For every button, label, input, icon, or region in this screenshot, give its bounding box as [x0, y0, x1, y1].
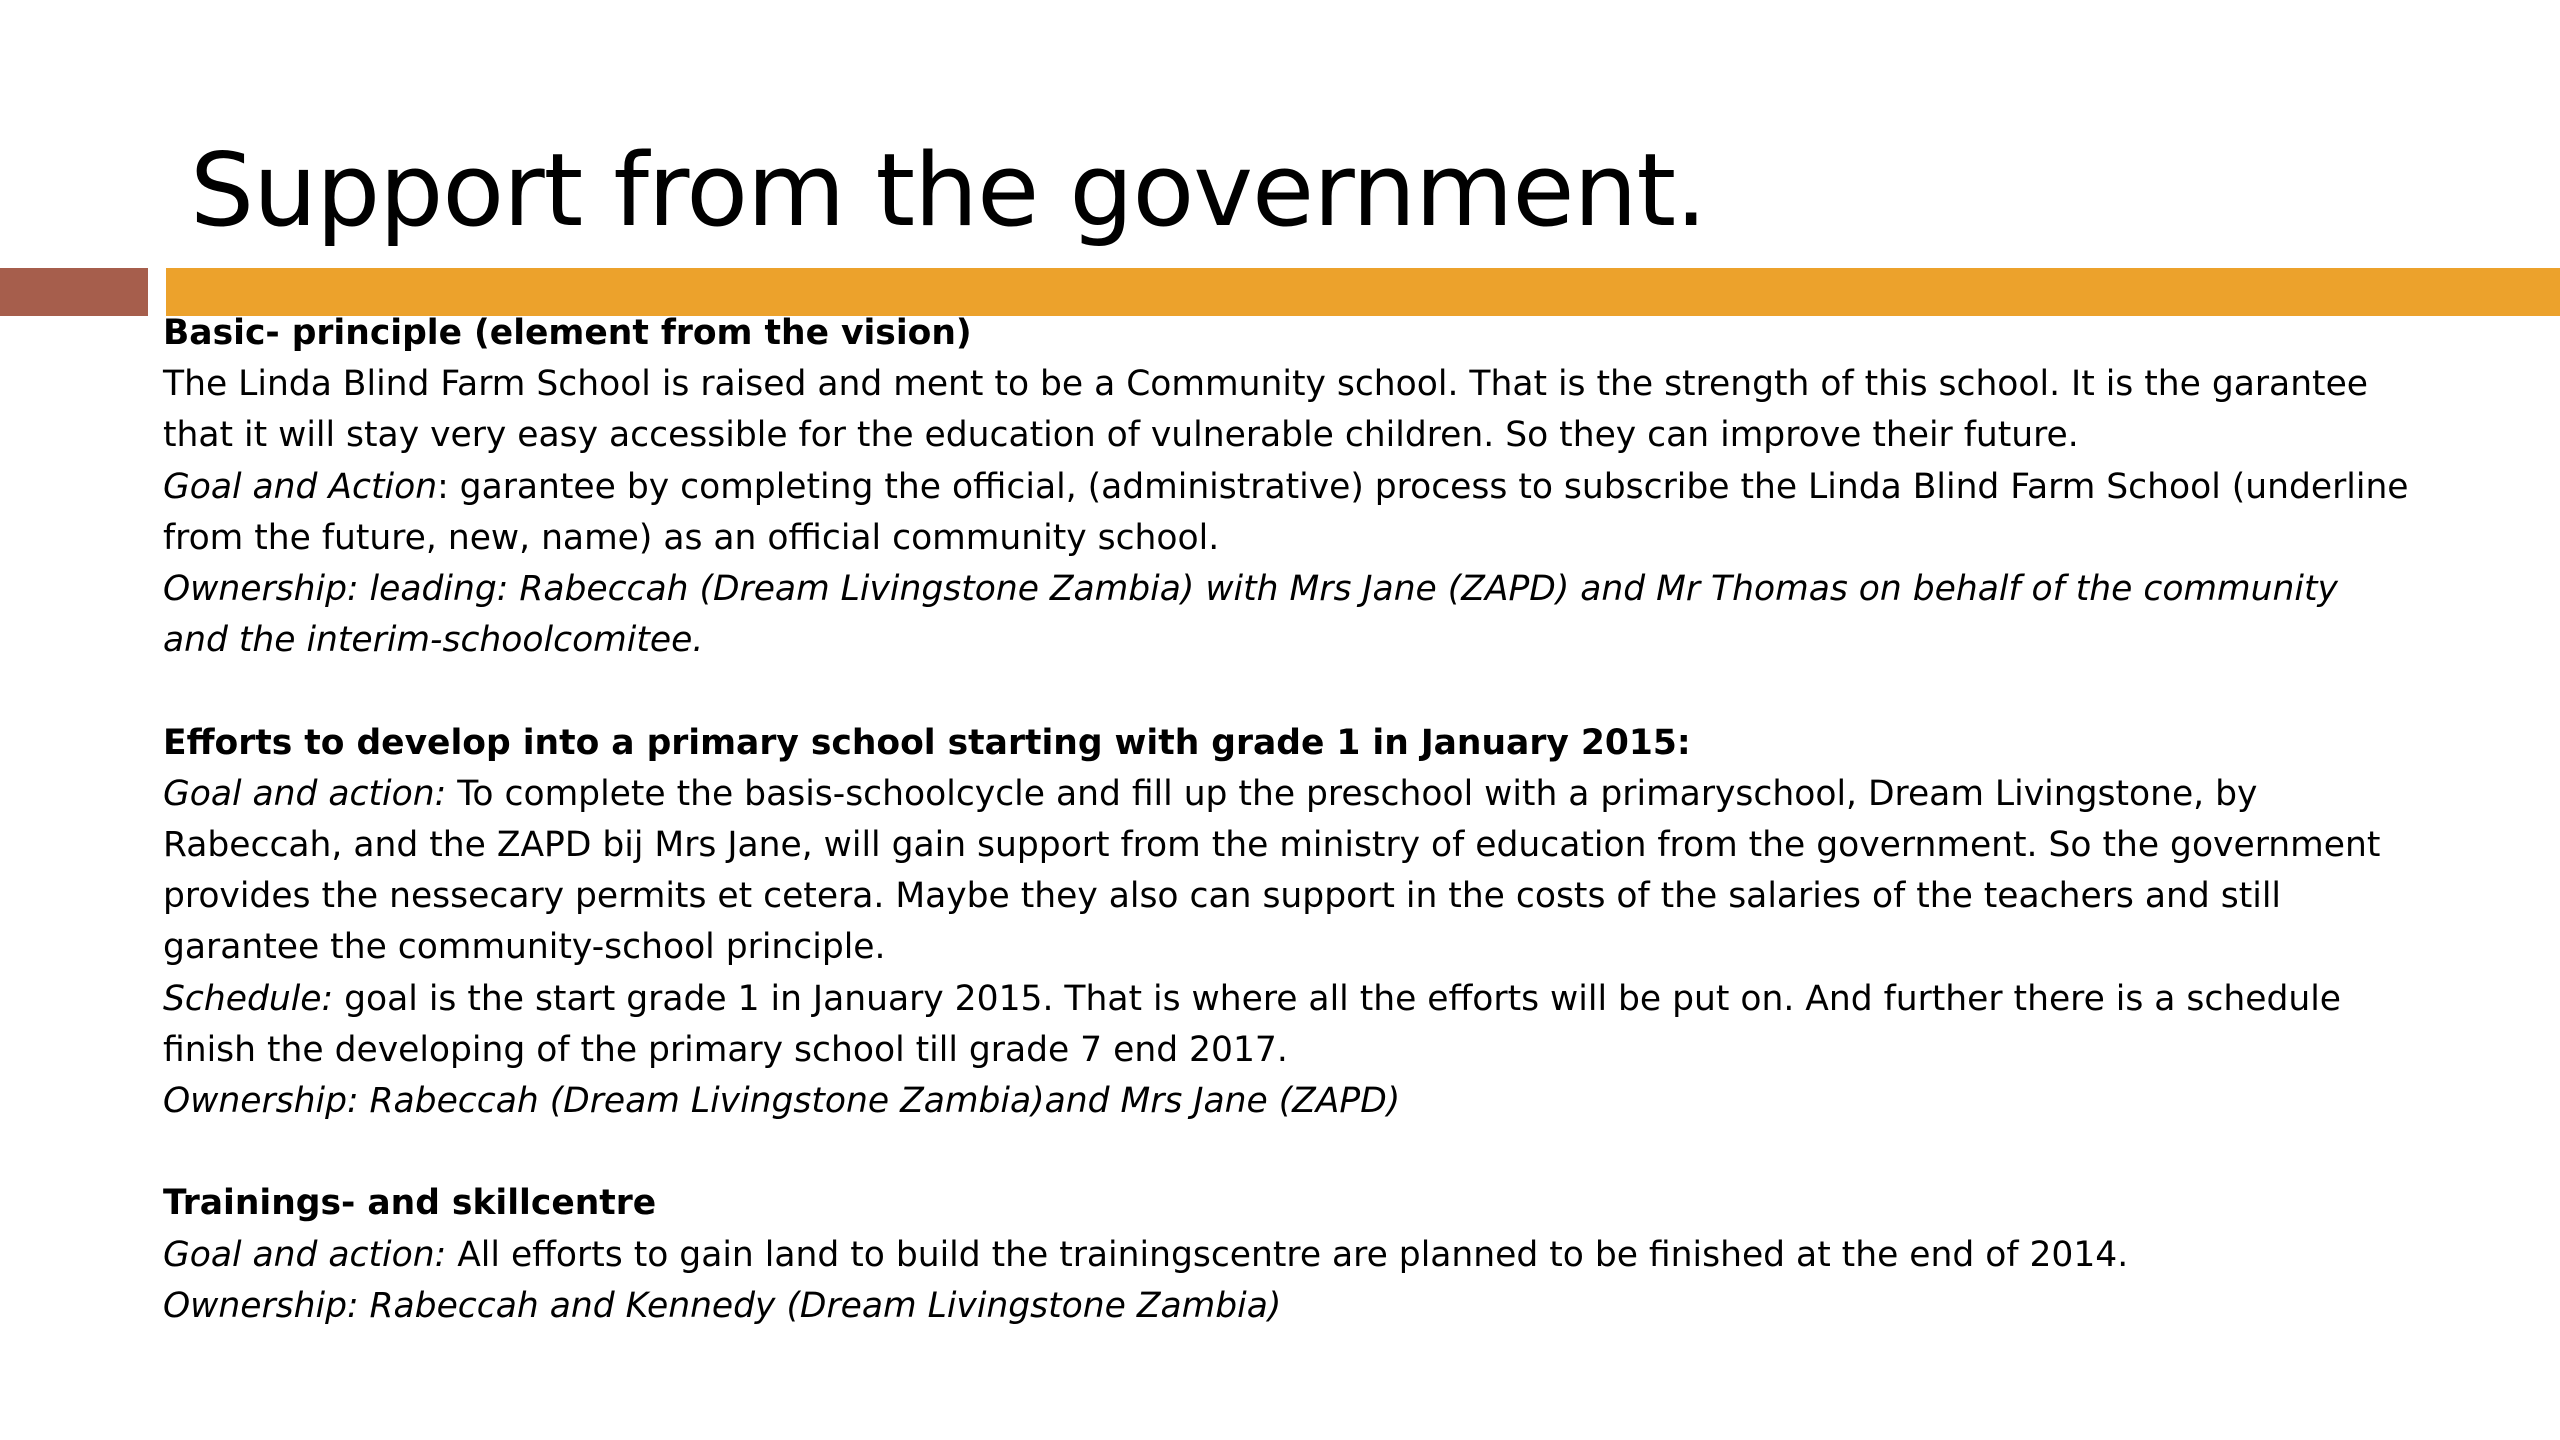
slide-body: [163, 308, 2413, 1332]
schedule-text: goal is the start grade 1 in January 2015. That is where all the efforts will be put on. And further there is a schedule finish the developing of the primary school till grade 7 end 2017.: [163, 978, 2342, 1070]
slide-title: Support from the government.: [190, 131, 1707, 249]
section-spacer: [163, 666, 2413, 717]
ownership-text: Ownership: leading: Rabeccah (Dream Livingstone Zambia) with Mrs Jane (ZAPD) and Mr Thomas on behalf of the community and the interim-schoolcomitee.: [163, 569, 2338, 661]
goal-label: Goal and Action: [163, 466, 438, 507]
section-basic-principle: [163, 308, 2413, 666]
goal-label: Goal and action:: [163, 1234, 447, 1275]
goal-paragraph: [163, 769, 2413, 974]
goal-paragraph: [163, 462, 2413, 564]
schedule-paragraph: [163, 974, 2413, 1076]
section-spacer: [163, 1127, 2413, 1178]
ownership-text: Ownership: Rabeccah (Dream Livingstone Zambia)and Mrs Jane (ZAPD): [163, 1081, 1401, 1122]
accent-bar-left: [0, 268, 148, 316]
section-primary-school: [163, 718, 2413, 1128]
goal-label: Goal and action:: [163, 773, 447, 814]
section-heading: Basic- principle (element from the vision): [163, 313, 972, 353]
goal-text: To complete the basis-schoolcycle and fill up the preschool with a primaryschool, Dream Livingstone, by Rabeccah, and the ZAPD bij Mrs Jane, will gain support from the ministry of education from the government. So the government provides the nessecary permits et cetera. Maybe they also can support in the costs of the salaries of the teachers and still garantee the community-school principle.: [163, 773, 2381, 968]
section-heading: Efforts to develop into a primary school starting with grade 1 in January 2015:: [163, 722, 1691, 763]
goal-paragraph: [163, 1230, 2413, 1281]
ownership-text: Ownership: Rabeccah and Kennedy (Dream Livingstone Zambia): [163, 1285, 1282, 1326]
goal-text: All efforts to gain land to build the trainingscentre are planned to be finished at the end of 2014.: [446, 1234, 2129, 1275]
section-body: The Linda Blind Farm School is raised and ment to be a Community school. That is the strength of this school. It is the garantee that it will stay very easy accessible for the education of vulnerable children. So they can improve their future.: [163, 364, 2369, 456]
section-training-centre: [163, 1178, 2413, 1332]
goal-text: : garantee by completing the official, (administrative) process to subscribe the Linda Blind Farm School (underline from the future, new, name) as an official community school.: [163, 466, 2409, 558]
schedule-label: Schedule:: [163, 978, 334, 1019]
section-heading: Trainings- and skillcentre: [163, 1183, 657, 1224]
